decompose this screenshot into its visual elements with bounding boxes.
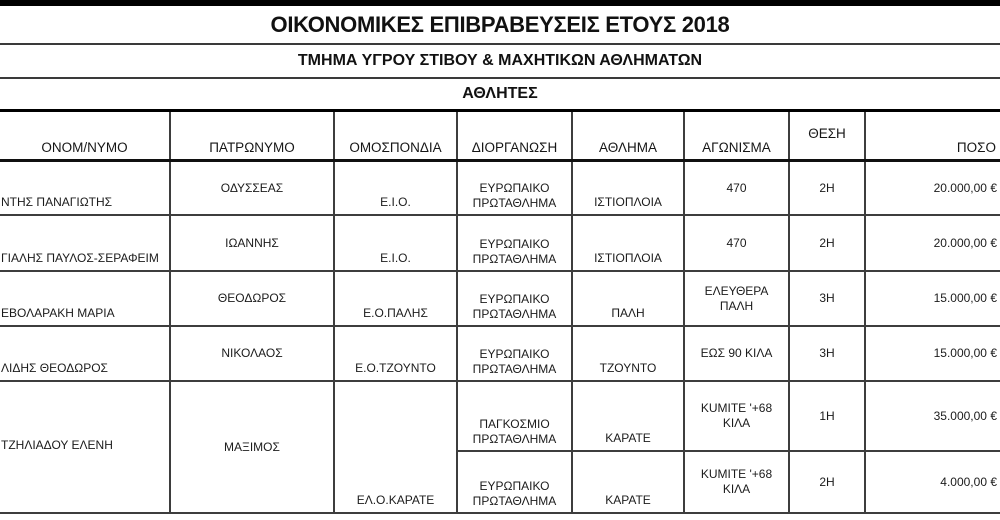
- header-event: ΔΙΟΡΓΑΝΩΣΗ: [458, 112, 573, 159]
- cell-discipline: ΕΛΕΥΘΕΡΑ ΠΑΛΗ: [685, 272, 790, 327]
- cell-amount: 4.000,00 €: [866, 452, 1000, 514]
- cell-place: 2Η: [790, 162, 866, 216]
- cell-patronym: ΙΩΑΝΝΗΣ: [171, 216, 335, 272]
- cell-patronym: ΟΔΥΣΣΕΑΣ: [171, 162, 335, 216]
- cell-event: ΕΥΡΩΠΑΙΚΟ ΠΡΩΤΑΘΛΗΜΑ: [458, 162, 573, 216]
- cell-federation: Ε.Ι.Ο.: [335, 162, 458, 216]
- cell-place: 2Η: [790, 216, 866, 272]
- cell-event: ΕΥΡΩΠΑΙΚΟ ΠΡΩΤΑΘΛΗΜΑ: [458, 272, 573, 327]
- title-row: [0, 6, 1000, 45]
- header-patronym: ΠΑΤΡΩΝΥΜΟ: [171, 112, 335, 159]
- cell-federation: Ε.Ο.ΠΑΛΗΣ: [335, 272, 458, 327]
- cell-discipline: KUMITE '+68 ΚΙΛΑ: [685, 382, 790, 452]
- cell-sport: ΤΖΟΥΝΤΟ: [573, 327, 685, 382]
- cell-discipline: ΕΩΣ 90 ΚΙΛΑ: [685, 327, 790, 382]
- cell-name: ΝΤΗΣ ΠΑΝΑΓΙΩΤΗΣ: [0, 162, 171, 216]
- cell-amount: 35.000,00 €: [866, 382, 1000, 452]
- header-amount: ΠΟΣΟ: [956, 140, 996, 155]
- cell-event: ΠΑΓΚΟΣΜΙΟ ΠΡΩΤΑΘΛΗΜΑ: [458, 382, 573, 452]
- cell-event: ΕΥΡΩΠΑΙΚΟ ΠΡΩΤΑΘΛΗΜΑ: [458, 327, 573, 382]
- athletes-table: [0, 162, 1000, 514]
- subtitle-row: [0, 45, 1000, 79]
- cell-place: 1Η: [790, 382, 866, 452]
- header-place: ΘΕΣΗ: [790, 112, 866, 159]
- cell-name: ΛΙΔΗΣ ΘΕΟΔΩΡΟΣ: [0, 327, 171, 382]
- cell-federation-merged: ΕΛ.Ο.ΚΑΡΑΤΕ: [335, 382, 458, 514]
- cell-patronym: ΘΕΟΔΩΡΟΣ: [171, 272, 335, 327]
- cell-name: ΕΒΟΛΑΡΑΚΗ ΜΑΡΙΑ: [0, 272, 171, 327]
- cell-federation: Ε.Ι.Ο.: [335, 216, 458, 272]
- cell-amount: 20.000,00 €: [866, 216, 1000, 272]
- page-title: ΟΙΚΟΝΟΜΙΚΕΣ ΕΠΙΒΡΑΒΕΥΣΕΙΣ ΕΤΟΥΣ 2018: [270, 11, 730, 37]
- cell-patronym-merged: ΜΑΞΙΜΟΣ: [171, 382, 335, 514]
- table-header-row: [0, 112, 1000, 162]
- cell-place: 2Η: [790, 452, 866, 514]
- cell-name-merged: ΤΖΗΛΙΑΔΟΥ ΕΛΕΝΗ: [0, 382, 171, 514]
- header-name: ΟΝΟΜ/ΝΥΜΟ: [0, 112, 171, 159]
- section-row: [0, 79, 1000, 112]
- cell-patronym: ΝΙΚΟΛΑΟΣ: [171, 327, 335, 382]
- cell-discipline: 470: [685, 162, 790, 216]
- header-federation: ΟΜΟΣΠΟΝΔΙΑ: [335, 112, 458, 159]
- cell-sport: ΚΑΡΑΤΕ: [573, 452, 685, 514]
- cell-sport: ΙΣΤΙΟΠΛΟΙΑ: [573, 162, 685, 216]
- cell-discipline: 470: [685, 216, 790, 272]
- cell-name: ΓΙΑΛΗΣ ΠΑΥΛΟΣ-ΣΕΡΑΦΕΙΜ: [0, 216, 171, 272]
- cell-federation: Ε.Ο.ΤΖΟΥΝΤΟ: [335, 327, 458, 382]
- cell-place: 3Η: [790, 272, 866, 327]
- section-heading: ΑΘΛΗΤΕΣ: [462, 85, 538, 102]
- cell-amount: 15.000,00 €: [866, 272, 1000, 327]
- cell-event: ΕΥΡΩΠΑΙΚΟ ΠΡΩΤΑΘΛΗΜΑ: [458, 452, 573, 514]
- cell-amount: 20.000,00 €: [866, 162, 1000, 216]
- cell-sport: ΙΣΤΙΟΠΛΟΙΑ: [573, 216, 685, 272]
- cell-event: ΕΥΡΩΠΑΙΚΟ ΠΡΩΤΑΘΛΗΜΑ: [458, 216, 573, 272]
- cell-place: 3Η: [790, 327, 866, 382]
- department-subtitle: ΤΜΗΜΑ ΥΓΡΟΥ ΣΤΙΒΟΥ & ΜΑΧΗΤΙΚΩΝ ΑΘΛΗΜΑΤΩΝ: [297, 52, 703, 69]
- cell-sport: ΠΑΛΗ: [573, 272, 685, 327]
- cell-discipline: KUMITE '+68 ΚΙΛΑ: [685, 452, 790, 514]
- cell-sport: ΚΑΡΑΤΕ: [573, 382, 685, 452]
- header-sport: ΑΘΛΗΜΑ: [573, 112, 685, 159]
- cell-amount: 15.000,00 €: [866, 327, 1000, 382]
- header-discipline: ΑΓΩΝΙΣΜΑ: [685, 112, 790, 159]
